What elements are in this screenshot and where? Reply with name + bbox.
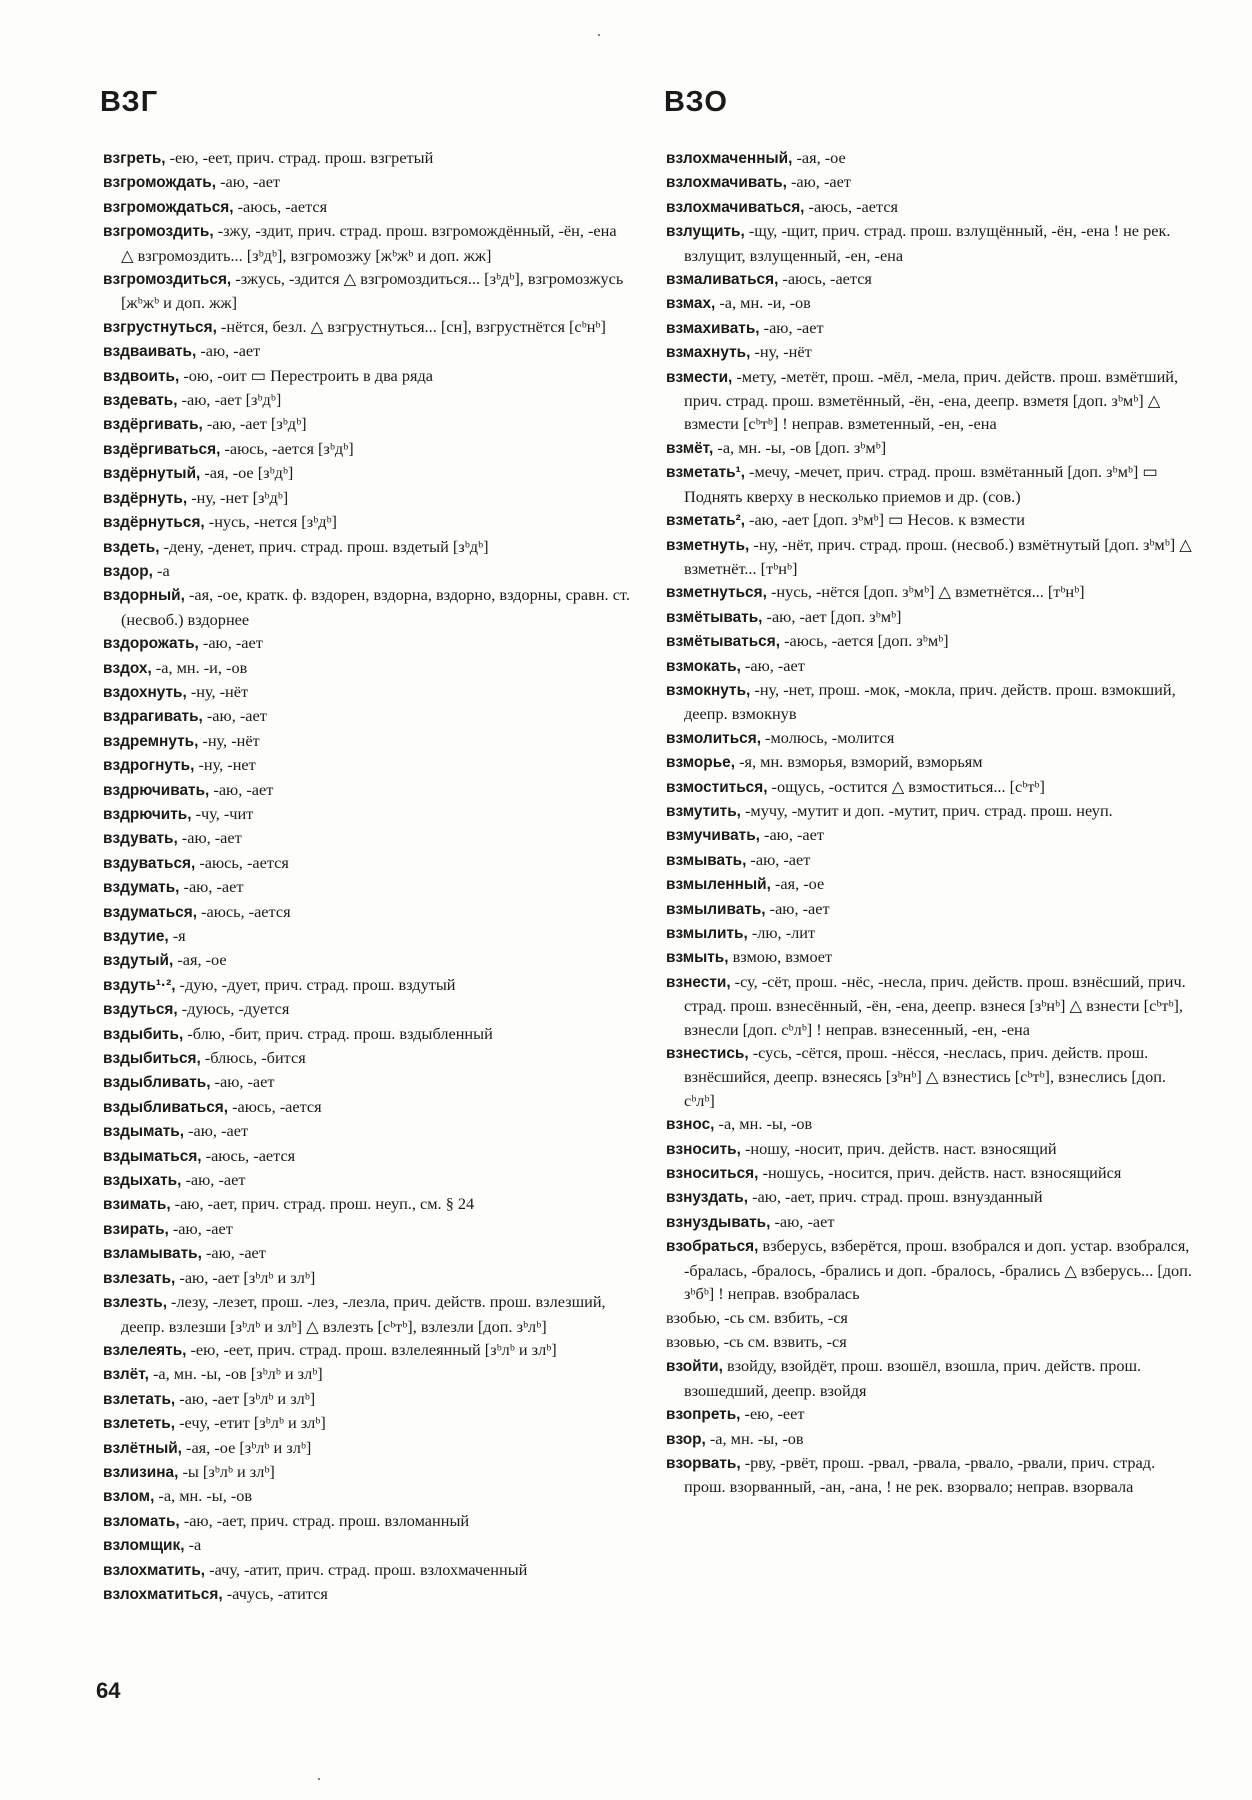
headword: вздумать,	[103, 879, 180, 897]
headword: вздыбить,	[103, 1025, 184, 1043]
headword: взлелеять,	[103, 1341, 187, 1359]
headword: вздох,	[103, 659, 152, 677]
dictionary-entry	[666, 170, 1196, 194]
dictionary-entry	[103, 559, 633, 583]
headword: взлётный,	[103, 1439, 182, 1457]
headword: вздохнуть,	[103, 683, 187, 701]
entry-text: -зжу, -здит, прич. страд. прош. взгромождённый, -ён, -ена △ взгромоздить... [зᵇдᵇ], взгромозжу [жᵇжᵇ и доп. жж]	[121, 221, 617, 265]
headword: взорвать,	[666, 1454, 741, 1472]
dictionary-entry	[666, 267, 1196, 291]
headword: вздеть,	[103, 538, 160, 556]
dictionary-entry	[103, 1338, 633, 1362]
headword: вздыхать,	[103, 1172, 182, 1190]
headword: вздыбливать,	[103, 1074, 211, 1092]
headword: вздорожать,	[103, 635, 199, 653]
entry-text: -аю, -ает	[202, 706, 267, 726]
dictionary-entry	[103, 364, 633, 388]
headword: взламывать,	[103, 1245, 202, 1263]
dictionary-entry	[103, 802, 633, 826]
dictionary-entry	[103, 1362, 633, 1386]
headword: взлом,	[103, 1488, 155, 1506]
headword: вздыбливаться,	[103, 1098, 229, 1116]
entry-text: -а, мн. -и, -ов	[715, 293, 811, 313]
entry-text: -аю, -ает [доп. зᵇмᵇ]	[762, 606, 902, 626]
entry-text: -а, мн. -ы, -ов	[154, 1486, 253, 1506]
headword: взлезть,	[103, 1294, 167, 1312]
headword: взмоститься,	[666, 778, 768, 796]
entry-text: -аю, -ает [зᵇлᵇ и злᵇ]	[175, 1388, 316, 1408]
entry-text: -аю, -ает	[770, 1211, 835, 1231]
entry-text: -рву, -рвёт, прош. -рвал, -рвала, -рвало, -рвали, прич. страд. прош. взорванный, -ан, -ана, ! не рек. взорвало; неправ. взорвала	[684, 1452, 1156, 1497]
dictionary-entry	[103, 461, 633, 485]
entry-text: -аю, -ает	[184, 1121, 249, 1141]
headword: взломщик,	[103, 1537, 185, 1555]
headword: взметать²,	[666, 512, 745, 530]
dictionary-entry	[666, 1451, 1196, 1499]
headword: вздрагивать,	[103, 708, 203, 726]
dictionary-entry	[103, 1558, 633, 1582]
dictionary-entry	[103, 510, 633, 534]
entry-text: -сусь, -сётся, прош. -нёсся, -неслась, прич. действ. прош. взнёсшийся, деепр. взнесясь [зᵇнᵇ] △ взнестись [сᵇтᵇ], взнеслись [доп. сᵇлᵇ]	[684, 1043, 1166, 1110]
headword: вздуться,	[103, 1001, 178, 1019]
dictionary-entry	[103, 583, 633, 631]
headword: вздорный,	[103, 587, 185, 605]
entry-text: -молюсь, -молится	[760, 727, 895, 747]
entry-text: -ы [зᵇлᵇ и злᵇ]	[178, 1461, 275, 1481]
entry-text: -мечу, -мечет, прич. страд. прош. взмётанный [доп. зᵇмᵇ] ▭ Поднять кверху в несколько приемов и др. (сов.)	[684, 462, 1158, 506]
entry-text: -аю, -ает, прич. страд. прош. взнузданный	[748, 1187, 1043, 1207]
headword: вздрючить,	[103, 805, 192, 823]
entry-text: -нусь, -нется [зᵇдᵇ]	[204, 512, 337, 532]
entry-text: -ну, -нёт	[186, 681, 249, 701]
entry-text: -ею, -еет, прич. страд. прош. взлелеянный [зᵇлᵇ и злᵇ]	[186, 1339, 557, 1359]
dictionary-entry	[666, 678, 1196, 726]
dictionary-entry	[666, 460, 1196, 508]
headword: взгромождать,	[103, 174, 217, 192]
headword: взнести,	[666, 973, 731, 991]
entry-text: -я, мн. взморья, взморий, взморьям	[735, 752, 983, 772]
entry-text: -блю, -бит, прич. страд. прош. вздыбленный	[183, 1023, 493, 1043]
headword: взгреть,	[103, 150, 166, 167]
entry-text: -аю, -ает, прич. страд. прош. взломанный	[179, 1510, 470, 1530]
dictionary-entry	[103, 1509, 633, 1533]
dictionary-entry	[666, 605, 1196, 629]
headword: взлетать,	[103, 1390, 176, 1408]
headword: взметнуться,	[666, 584, 767, 602]
dictionary-entry	[666, 316, 1196, 340]
headword: взгромоздиться,	[103, 271, 232, 289]
entry-text: -аюсь, -ается	[195, 852, 289, 872]
entry-text: -аюсь, -ается [зᵇдᵇ]	[220, 438, 354, 458]
dictionary-entry	[666, 799, 1196, 823]
entry-text: -аюсь, -ается [доп. зᵇмᵇ]	[780, 631, 949, 651]
dictionary-entry	[103, 146, 633, 170]
entry-text: -аю, -ает	[759, 825, 824, 845]
right-running-head: ВЗО	[664, 86, 728, 118]
headword: взнестись,	[666, 1045, 749, 1063]
entry-text: -ну, -нет	[194, 755, 256, 775]
dictionary-entry	[666, 1041, 1196, 1112]
entry-text: -ощусь, -остится △ взмоститься... [сᵇтᵇ]	[767, 776, 1045, 796]
dictionary-entry	[103, 851, 633, 875]
headword: взмахивать,	[666, 319, 760, 337]
headword: взмести,	[666, 368, 733, 386]
dictionary-entry	[103, 1022, 633, 1046]
dictionary-entry	[103, 1070, 633, 1094]
dictionary-entry	[666, 340, 1196, 364]
dictionary-entry	[666, 1330, 1196, 1354]
dictionary-entry	[103, 753, 633, 777]
dictionary-entry	[103, 412, 633, 436]
dictionary-entry	[666, 195, 1196, 219]
headword: взирать,	[103, 1220, 169, 1238]
headword: вздевать,	[103, 392, 178, 410]
headword: взнуздать,	[666, 1189, 749, 1207]
headword: взлёт,	[103, 1366, 149, 1384]
entry-text: -нётся, безл. △ взгрустнуться... [сн], взгрустнётся [сᵇнᵇ]	[216, 316, 606, 336]
dictionary-entry	[103, 729, 633, 753]
dictionary-entry	[103, 1046, 633, 1070]
dictionary-entry	[103, 195, 633, 219]
entry-text: -а, мн. -ы, -ов	[705, 1428, 804, 1448]
entry-text: -а, мн. -и, -ов	[151, 657, 248, 677]
entry-text: -я	[168, 926, 186, 945]
entry-text: -а, мн. -ы, -ов	[714, 1114, 813, 1134]
headword: вздуваться,	[103, 854, 196, 872]
headword: взмётываться,	[666, 633, 780, 651]
headword: взобраться,	[666, 1238, 759, 1256]
entry-text: -ачу, -атит, прич. страд. прош. взлохмаченный	[205, 1559, 528, 1579]
dictionary-entry	[103, 170, 633, 194]
entry-text: -щу, -щит, прич. страд. прош. взлущённый, -ён, -ена ! не рек. взлущит, взлущенный, -ен, -ена	[684, 221, 1171, 265]
headword: взлохматиться,	[103, 1585, 223, 1603]
headword: взор,	[666, 1430, 706, 1448]
entry-text: -а, мн. -ы, -ов [доп. зᵇмᵇ]	[713, 437, 887, 457]
dictionary-entry	[103, 1290, 633, 1338]
entry-text: -аюсь, -ается	[233, 196, 328, 216]
entry-text: -аюсь, -ается	[196, 901, 291, 921]
dictionary-entry	[103, 1192, 633, 1216]
dictionary-entry	[666, 291, 1196, 315]
dictionary-entry	[103, 1387, 633, 1411]
dictionary-entry	[103, 1217, 633, 1241]
entry-text: -нусь, -нётся [доп. зᵇмᵇ] △ взметнётся... [тᵇнᵇ]	[766, 582, 1085, 602]
entry-text: взовью, -сь см. взвить, -ся	[666, 1331, 847, 1351]
dictionary-entry	[103, 948, 633, 972]
entry-text: -а	[152, 560, 170, 580]
headword: вздор,	[103, 562, 153, 580]
entry-text: -блюсь, -бится	[200, 1048, 306, 1068]
dictionary-entry	[666, 365, 1196, 436]
dictionary-entry	[103, 656, 633, 680]
entry-text: -лезу, -лезет, прош. -лез, -лезла, прич. действ. прош. взлезший, деепр. взлезши [зᵇлᵇ и злᵇ] △ взлезть [сᵇтᵇ], взлезли [доп. зᵇлᵇ]	[121, 1292, 606, 1336]
entry-text: взмою, взмоет	[728, 947, 833, 967]
headword: взойти,	[666, 1358, 723, 1376]
headword: взмывать,	[666, 851, 747, 869]
entry-text: -аю, -ает	[177, 828, 242, 848]
entry-text: -ею, -еет, прич. страд. прош. взгретый	[165, 148, 434, 167]
dictionary-entry	[666, 1306, 1196, 1330]
dictionary-entry	[666, 1161, 1196, 1185]
entry-text: -мучу, -мутит и доп. -мутит, прич. страд. прош. неуп.	[740, 800, 1113, 820]
headword: вздутие,	[103, 928, 169, 945]
headword: взгромождаться,	[103, 198, 234, 216]
headword: вздрогнуть,	[103, 757, 195, 775]
entry-text: -ну, -нёт	[198, 730, 260, 750]
dictionary-entry	[666, 1137, 1196, 1161]
headword: взмылить,	[666, 925, 748, 942]
entry-text: -ая, -ое	[792, 148, 846, 167]
headword: вздыматься,	[103, 1147, 202, 1165]
headword: вздрючивать,	[103, 781, 210, 799]
entry-text: -аю, -ает	[210, 1072, 275, 1092]
dictionary-entry	[666, 1112, 1196, 1136]
dictionary-entry	[103, 704, 633, 728]
entry-text: -аю, -ает	[786, 172, 851, 192]
entry-text: -лю, -лит	[747, 923, 816, 942]
entry-text: -ну, -нет, прош. -мок, -мокла, прич. действ. прош. взмокший, деепр. взмокнув	[684, 679, 1176, 724]
entry-text: -ая, -ое [зᵇлᵇ и злᵇ]	[181, 1437, 312, 1457]
entry-text: -аю, -ает [зᵇдᵇ]	[177, 390, 282, 410]
entry-text: -ая, -ое [зᵇдᵇ]	[200, 463, 294, 483]
headword: взгрустнуться,	[103, 318, 217, 336]
headword: взломать,	[103, 1512, 180, 1530]
headword: взлохмаченный,	[666, 150, 793, 167]
headword: взмахнуть,	[666, 344, 751, 362]
print-speck	[598, 34, 600, 36]
entry-text: -ая, -ое	[173, 950, 227, 970]
headword: взносить,	[666, 1140, 741, 1158]
dictionary-entry	[666, 1210, 1196, 1234]
entry-text: -а, мн. -ы, -ов [зᵇлᵇ и злᵇ]	[148, 1364, 323, 1384]
entry-text: -аю, -ает [доп. зᵇмᵇ] ▭ Несов. к взмести	[744, 510, 1025, 530]
dictionary-entry	[666, 872, 1196, 896]
headword: вздваивать,	[103, 343, 197, 361]
dictionary-entry	[666, 775, 1196, 799]
entry-text: -аю, -ает, прич. страд. прош. неуп., см. § 24	[170, 1194, 475, 1214]
headword: взлезать,	[103, 1269, 176, 1287]
headword: взметать¹,	[666, 464, 745, 482]
dictionary-entry	[103, 535, 633, 559]
dictionary-entry	[103, 631, 633, 655]
headword: вздёрнуться,	[103, 514, 205, 532]
headword: вздувать,	[103, 830, 178, 848]
headword: вздуматься,	[103, 903, 197, 921]
dictionary-entry	[103, 973, 633, 997]
entry-text: -мету, -метёт, прош. -мёл, -мела, прич. действ. прош. взмётший, прич. страд. прош. взметённый, -ён, -ена, деепр. взметя [доп. зᵇмᵇ] △ взмести [сᵇтᵇ] ! неправ. взметенный, -ен, -ена	[684, 366, 1179, 434]
entry-text: -аю, -ает [зᵇлᵇ и злᵇ]	[175, 1267, 316, 1287]
dictionary-entry	[103, 315, 633, 339]
entry-text: -дуюсь, -дуется	[177, 999, 290, 1019]
dictionary-entry	[103, 1144, 633, 1168]
entry-text: -ая, -ое	[770, 874, 825, 894]
entry-text: -аю, -ает	[179, 877, 244, 897]
entry-text: -аю, -ает	[216, 172, 281, 192]
entry-text: взойду, взойдёт, прош. взошёл, взошла, прич. действ. прош. взошедший, деепр. взойдя	[684, 1356, 1142, 1400]
entry-text: -аюсь, -ается	[778, 269, 872, 289]
left-running-head: ВЗГ	[100, 86, 159, 118]
dictionary-entry	[103, 388, 633, 412]
dictionary-entry	[103, 778, 633, 802]
entry-text: -аю, -ает [зᵇдᵇ]	[202, 414, 307, 434]
dictionary-entry	[666, 533, 1196, 581]
headword: взметнуть,	[666, 536, 750, 554]
entry-text: -ношусь, -носится, прич. действ. наст. взносящийся	[758, 1163, 1122, 1183]
entry-text: -ечу, -етит [зᵇлᵇ и злᵇ]	[175, 1413, 326, 1433]
dictionary-entry	[103, 826, 633, 850]
headword: взмыливать,	[666, 900, 766, 918]
entry-text: -аю, -ает	[759, 317, 824, 337]
entry-text: -су, -сёт, прош. -нёс, -несла, прич. действ. прош. взнёсший, прич. страд. прош. взнесённый, -ён, -ена, деепр. взнеся [зᵇнᵇ] △ взнести [сᵇтᵇ], взнесли [доп. сᵇлᵇ] ! неправ. взнесенный, -ен, -ена	[684, 971, 1186, 1039]
entry-text: взобью, -сь см. взбить, -ся	[666, 1307, 848, 1327]
entry-text: -ачусь, -атится	[222, 1583, 328, 1603]
entry-text: -чу, -чит	[191, 803, 254, 823]
entry-text: -аю, -ает	[740, 655, 805, 675]
headword: взмах,	[666, 295, 716, 313]
headword: вздёргивать,	[103, 416, 203, 434]
headword: взмокать,	[666, 657, 741, 675]
dictionary-entry	[103, 1460, 633, 1484]
dictionary-entry	[103, 437, 633, 461]
right-column	[666, 146, 1196, 1499]
dictionary-entry	[666, 1354, 1196, 1402]
headword: взноситься,	[666, 1165, 759, 1183]
headword: взлохмачивать,	[666, 174, 787, 192]
entry-text: -аю, -ает	[198, 633, 263, 653]
dictionary-entry	[666, 629, 1196, 653]
headword: вздвоить,	[103, 367, 180, 385]
entry-text: -ою, -оит ▭ Перестроить в два ряда	[179, 365, 433, 385]
dictionary-entry	[103, 1484, 633, 1508]
left-column	[103, 146, 633, 1606]
headword: взлущить,	[666, 223, 745, 241]
entry-text: -ну, -нёт	[750, 342, 812, 362]
dictionary-entry	[103, 1266, 633, 1290]
entry-text: -ношу, -носит, прич. действ. наст. взносящий	[740, 1138, 1057, 1158]
dictionary-entry	[666, 897, 1196, 921]
dictionary-entry	[666, 508, 1196, 532]
headword: взморье,	[666, 754, 736, 772]
entry-text: -аю, -ает	[181, 1170, 246, 1190]
dictionary-entry	[666, 580, 1196, 604]
dictionary-entry	[103, 1168, 633, 1192]
dictionary-entry	[103, 1411, 633, 1435]
dictionary-entry	[103, 267, 633, 315]
headword: взмолиться,	[666, 729, 761, 747]
dictionary-entry	[103, 1582, 633, 1606]
headword: вздыбиться,	[103, 1050, 201, 1068]
headword: вздуть¹·²,	[103, 976, 176, 994]
entry-text: -зжусь, -здится △ взгромоздиться... [зᵇдᵇ], взгромозжусь [жᵇжᵇ и доп. жж]	[121, 269, 624, 313]
headword: взмёт,	[666, 439, 714, 457]
print-speck	[318, 1778, 320, 1780]
dictionary-entry	[666, 1427, 1196, 1451]
entry-text: взберусь, взберётся, прош. взобрался и доп. устар. взобрался, -бралась, -бралось, -брались и доп. -бралось, -брались △ взберусь... [доп. зᵇбᵇ] ! неправ. взобралась	[684, 1236, 1192, 1304]
dictionary-entry	[666, 945, 1196, 969]
dictionary-entry	[103, 875, 633, 899]
headword: взмётывать,	[666, 608, 763, 626]
dictionary-entry	[666, 848, 1196, 872]
headword: вздымать,	[103, 1123, 185, 1141]
entry-text: -ну, -нёт, прич. страд. прош. (несвоб.) взмётнутый [доп. зᵇмᵇ] △ взметнёт... [тᵇнᵇ]	[684, 534, 1192, 578]
headword: взмаливаться,	[666, 271, 779, 289]
entry-text: -аю, -ает	[746, 849, 811, 869]
entry-text: -аю, -ает	[168, 1218, 233, 1238]
dictionary-entry	[103, 1119, 633, 1143]
headword: взгромоздить,	[103, 223, 214, 241]
dictionary-entry	[103, 486, 633, 510]
dictionary-entry	[103, 1095, 633, 1119]
headword: вздёрнуть,	[103, 489, 188, 507]
dictionary-entry	[666, 750, 1196, 774]
dictionary-entry	[666, 146, 1196, 170]
dictionary-entry	[103, 339, 633, 363]
dictionary-entry	[666, 436, 1196, 460]
entry-text: -дую, -дует, прич. страд. прош. вздутый	[175, 974, 456, 994]
dictionary-entry	[103, 997, 633, 1021]
entry-text: -ну, -нет [зᵇдᵇ]	[187, 487, 289, 507]
dictionary-entry	[666, 1185, 1196, 1209]
headword: вздремнуть,	[103, 732, 199, 750]
entry-text: -аюсь, -ается	[201, 1145, 296, 1165]
dictionary-entry	[103, 924, 633, 948]
headword: взнуздывать,	[666, 1213, 771, 1231]
entry-text: -аюсь, -ается	[804, 196, 899, 216]
headword: взлизина,	[103, 1463, 179, 1481]
entry-text: -а	[184, 1535, 202, 1555]
headword: взлететь,	[103, 1415, 176, 1433]
dictionary-entry	[666, 1234, 1196, 1305]
headword: взмутить,	[666, 802, 741, 820]
entry-text: -дену, -денет, прич. страд. прош. вздетый [зᵇдᵇ]	[159, 536, 489, 556]
entry-text: -ею, -еет	[740, 1404, 805, 1424]
dictionary-entry	[103, 680, 633, 704]
headword: взлохмачиваться,	[666, 198, 805, 216]
dictionary-entry	[666, 823, 1196, 847]
headword: взмыленный,	[666, 876, 771, 894]
headword: взмучивать,	[666, 827, 760, 845]
dictionary-entry	[103, 1436, 633, 1460]
page-number: 64	[96, 1678, 121, 1703]
dictionary-entry	[666, 726, 1196, 750]
dictionary-entry	[103, 1241, 633, 1265]
dictionary-entry	[103, 900, 633, 924]
headword: взмокнуть,	[666, 681, 751, 699]
dictionary-entry	[103, 219, 633, 267]
entry-text: -аю, -ает	[765, 898, 830, 918]
entry-text: -аю, -ает	[201, 1243, 266, 1263]
headword: вздёрнутый,	[103, 465, 201, 483]
headword: взлохматить,	[103, 1561, 206, 1579]
dictionary-entry	[103, 1533, 633, 1557]
entry-text: -аюсь, -ается	[228, 1096, 322, 1116]
headword: взмыть,	[666, 949, 729, 967]
entry-text: -аю, -ает	[196, 341, 261, 361]
dictionary-entry	[666, 219, 1196, 267]
headword: взопреть,	[666, 1406, 741, 1424]
dictionary-entry	[666, 970, 1196, 1041]
headword: вздутый,	[103, 952, 174, 970]
dictionary-entry	[666, 921, 1196, 945]
headword: вздёргиваться,	[103, 440, 221, 458]
headword: взимать,	[103, 1196, 171, 1214]
headword: взнос,	[666, 1116, 715, 1134]
dictionary-entry	[666, 654, 1196, 678]
entry-text: -ая, -ое, кратк. ф. вздорен, вздорна, вздорно, вздорны, сравн. ст. (несвоб.) вздорнее	[121, 585, 630, 629]
dictionary-entry	[666, 1402, 1196, 1426]
entry-text: -аю, -ает	[209, 779, 274, 799]
